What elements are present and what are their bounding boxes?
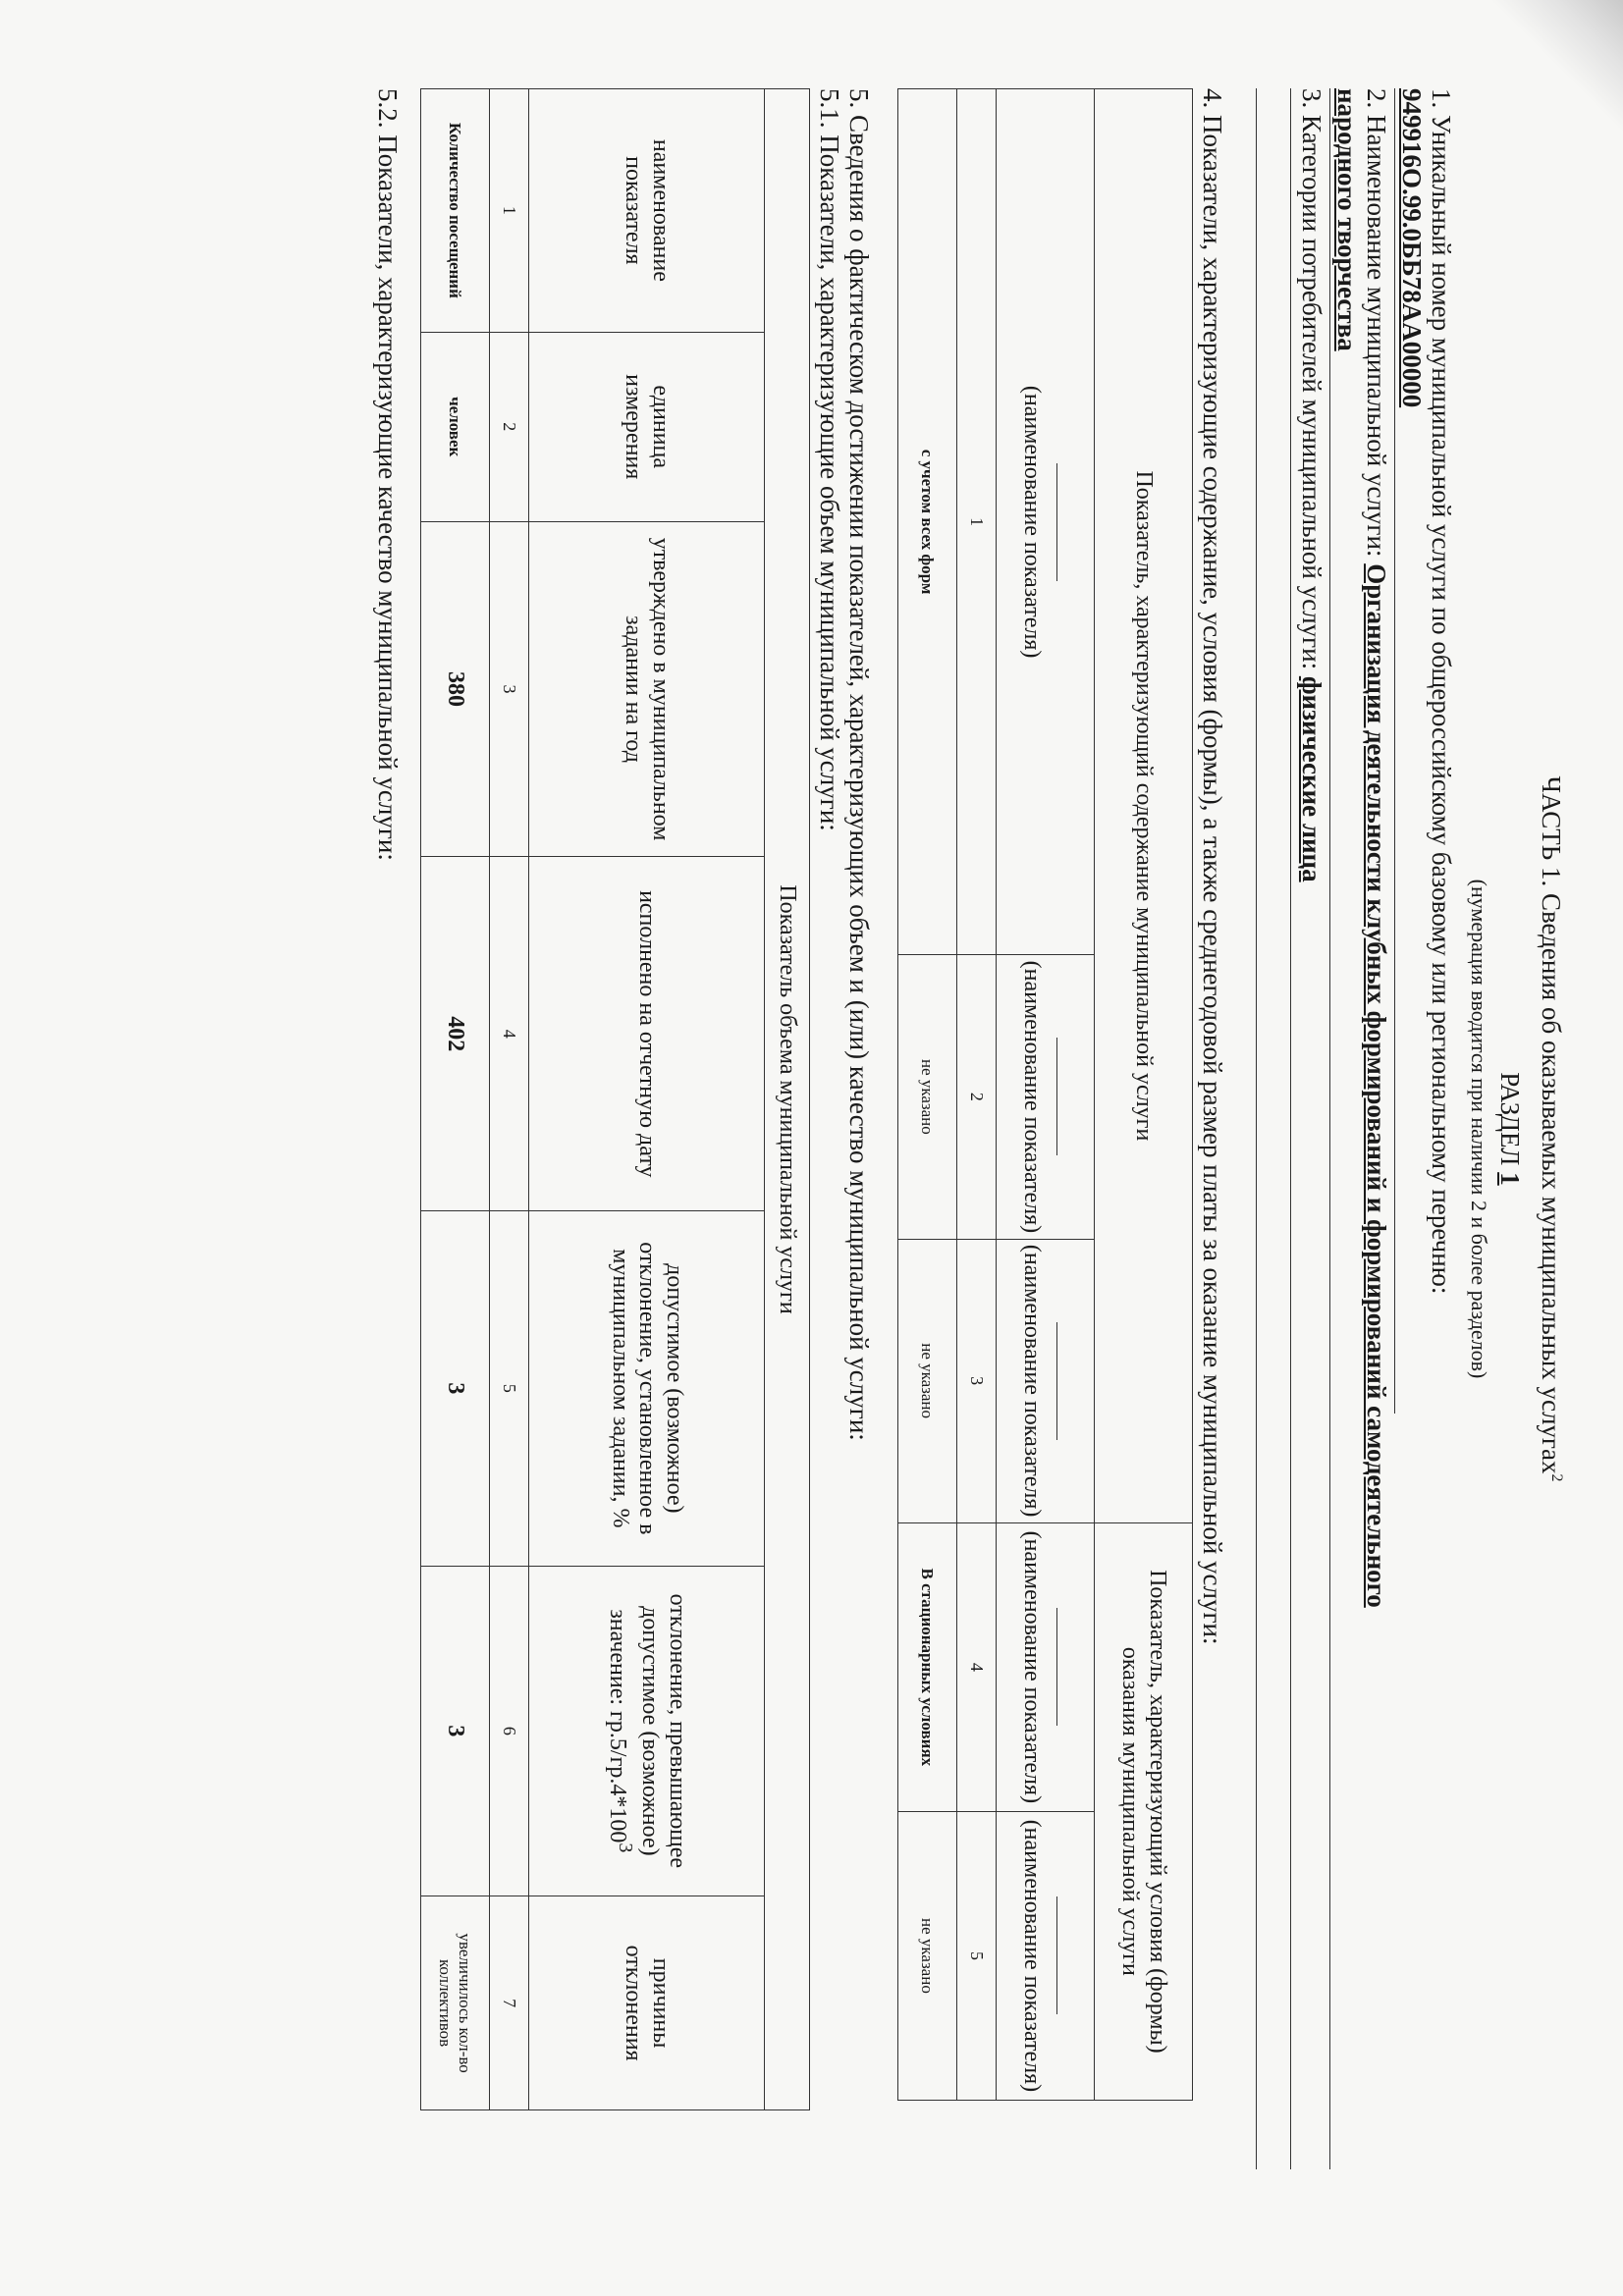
content-indicators-table	[897, 88, 1193, 2101]
table51-header-unit: единица измерения	[529, 332, 765, 521]
section-heading: РАЗДЕЛ 1	[1495, 1072, 1525, 1186]
table4-group2-header: Показатель, характеризующий условия (формы) оказания муниципальной услуги	[1095, 1522, 1193, 2100]
table51-header-allowed-deviation: допустимое (возможное) отклонение, установленное в муниципальном задании, %	[529, 1211, 765, 1566]
table4-cell: не указано	[898, 1239, 957, 1522]
table51-header-executed: исполнено на отчетную дату	[529, 857, 765, 1211]
table4-col1-header: (наименование показателя)	[997, 89, 1095, 955]
divider	[1290, 88, 1291, 2169]
table51-number: 6	[490, 1566, 529, 1896]
item-5-1-label: 5.1. Показатели, характеризующие объем муниципальной услуги:	[815, 88, 844, 831]
part-title: ЧАСТЬ 1. Сведения об оказываемых муниципальных услугах$^2$	[1537, 775, 1566, 1482]
table51-cell-indicator: Количество посещений	[421, 89, 490, 333]
item-3: 3. Категории потребителей муниципальной услуги: физические лица	[1297, 88, 1326, 882]
table51-header-reasons: причины отклонения	[529, 1896, 765, 2110]
table51-group-header: Показатель объема муниципальной услуги	[765, 89, 810, 2110]
table51-number-row	[490, 89, 529, 2110]
item-1-label: 1. Уникальный номер муниципальной услуги по общероссийскому базовому или региональному перечню:	[1427, 88, 1456, 1295]
table4-col4-header: (наименование показателя)	[997, 1522, 1095, 1811]
item-5-label: 5. Сведения о фактическом достижении показателей, характеризующих объем и (или) качество муниципальной услуги:	[844, 88, 874, 1441]
table51-cell-unit: человек	[421, 332, 490, 521]
table4-number: 1	[957, 89, 997, 955]
table51-number: 3	[490, 521, 529, 857]
table51-number: 4	[490, 857, 529, 1211]
item-2: 2. Наименование муниципальной услуги: Организация деятельности клубных формирований и формирований самодеятельного	[1362, 88, 1391, 1608]
table51-number: 2	[490, 332, 529, 521]
table51-cell-excess: 3	[421, 1566, 490, 1896]
item-1-value: 949916О.99.0ББ78АА00000	[1397, 88, 1427, 408]
table4-number: 2	[957, 955, 997, 1239]
table4-group1-header: Показатель, характеризующий содержание муниципальной услуги	[1095, 89, 1193, 1523]
table4-data-row	[898, 89, 957, 2101]
table51-cell-allowed: 3	[421, 1211, 490, 1566]
table51-number: 5	[490, 1211, 529, 1566]
table4-number: 4	[957, 1522, 997, 1811]
divider	[1329, 88, 1330, 2169]
table4-number-row	[957, 89, 997, 2101]
divider	[1256, 88, 1257, 2169]
table51-header-excess-deviation: отклонение, превышающее допустимое (возможное) значение: $гр.5/гр.4*100^3$	[529, 1566, 765, 1896]
table51-header-approved: утверждено в муниципальном задании на год	[529, 521, 765, 857]
table4-cell: В стационарных условиях	[898, 1522, 957, 1811]
volume-indicators-table	[420, 88, 810, 2110]
section-note: (нумерация вводится при наличии 2 и более разделов)	[1467, 879, 1491, 1379]
item-4-label: 4. Показатели, характеризующие содержание, условия (формы), а также среднегодовой размер платы за оказание муниципальной услуги:	[1198, 88, 1227, 1645]
table4-col3-header: (наименование показателя)	[997, 1239, 1095, 1522]
table4-cell: с учетом всех форм	[898, 89, 957, 955]
table51-number: 7	[490, 1896, 529, 2110]
table4-number: 5	[957, 1811, 997, 2100]
table51-number: 1	[490, 89, 529, 333]
table51-cell-reason: увеличилось кол-во коллективов	[421, 1896, 490, 2110]
table4-number: 3	[957, 1239, 997, 1522]
table51-cell-executed: 402	[421, 857, 490, 1211]
table4-col5-header: (наименование показателя)	[997, 1811, 1095, 2100]
table4-col2-header: (наименование показателя)	[997, 955, 1095, 1239]
table4-cell: не указано	[898, 1811, 957, 2100]
item-5-2-label: 5.2. Показатели, характеризующие качество муниципальной услуги:	[373, 88, 403, 861]
table51-data-row	[421, 89, 490, 2110]
item-2-continuation: народного творчества	[1332, 88, 1362, 351]
divider	[1394, 88, 1395, 1414]
table51-header-name: наименование показателя	[529, 89, 765, 333]
table4-cell: не указано	[898, 955, 957, 1239]
table51-cell-approved: 380	[421, 521, 490, 857]
document-page	[64, 49, 1576, 2209]
